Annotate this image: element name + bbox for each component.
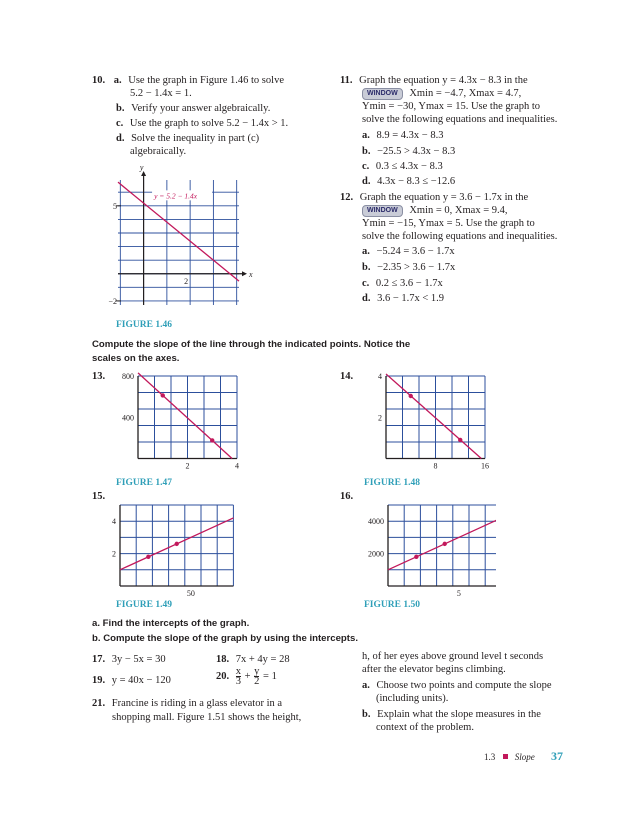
- part-label: d.: [362, 176, 371, 187]
- problem-18: [216, 653, 290, 666]
- y-tick-label: 4: [112, 517, 116, 527]
- part-d: [116, 132, 259, 145]
- part-label: c.: [362, 161, 370, 172]
- part-label: a.: [362, 130, 370, 141]
- figure-1-47-chart: [108, 372, 248, 478]
- problem-number: 17.: [92, 654, 106, 665]
- problem-text: after the elevator begins climbing.: [362, 664, 506, 675]
- problem-text: 8.9 = 4.3x − 8.3: [376, 130, 444, 141]
- problem-12: [340, 191, 528, 204]
- operator: +: [244, 671, 251, 682]
- figure-1-50-chart: [356, 496, 496, 602]
- problem-text: −5.24 = 3.6 − 1.7x: [376, 246, 455, 257]
- problem-text: Graph the equation y = 3.6 − 1.7x in the: [359, 192, 529, 203]
- part-label: c.: [116, 118, 124, 129]
- part-label: d.: [362, 293, 371, 304]
- part-label: b.: [362, 262, 371, 273]
- problem-text: context of the problem.: [376, 722, 474, 733]
- problem-text: Francine is riding in a glass elevator in a: [111, 698, 283, 709]
- y-tick-label: 5: [113, 201, 117, 211]
- problem-text: Explain what the slope measures in the: [377, 709, 541, 720]
- part-c: [362, 160, 443, 173]
- part-a: [362, 129, 443, 142]
- part-label: c.: [362, 278, 370, 289]
- data-point: [146, 555, 150, 559]
- part-c: [362, 277, 443, 290]
- page-footer: [484, 750, 563, 764]
- problem-text: Verify your answer algebraically.: [131, 103, 271, 114]
- problem-text: Solve the inequality in part (c): [131, 133, 260, 144]
- figure-1-46-chart: [106, 165, 256, 315]
- x-tick-label: 50: [186, 589, 195, 598]
- problem-21: [92, 697, 282, 710]
- data-point: [409, 394, 413, 398]
- problem-text: 3.6 − 1.7x < 1.9: [377, 293, 445, 304]
- window-key: WINDOW: [362, 88, 403, 100]
- y-tick-label: 4000: [368, 517, 384, 527]
- problem-text: Choose two points and compute the slope: [376, 680, 552, 691]
- problem-text: Use the graph to solve 5.2 − 1.4x > 1.: [129, 118, 289, 129]
- y-tick-label: 2000: [368, 549, 384, 559]
- y-tick-label: 800: [122, 372, 134, 381]
- part-b: [362, 145, 455, 158]
- section-instruction: b. Compute the slope of the graph by using the intercepts.: [92, 633, 358, 644]
- problem-10: [92, 74, 284, 87]
- x-tick-label: 5: [456, 589, 461, 598]
- data-point: [458, 438, 462, 442]
- section-instruction: scales on the axes.: [92, 353, 180, 364]
- y-axis-label: y: [139, 165, 144, 172]
- data-line: [386, 374, 481, 459]
- y-tick-label: 2: [112, 549, 116, 559]
- figure-caption: FIGURE 1.50: [364, 600, 420, 610]
- part-b: [116, 102, 270, 115]
- data-point: [443, 542, 447, 546]
- problem-number: 20.: [216, 671, 230, 682]
- problem-text: −2.35 > 3.6 − 1.7x: [377, 262, 456, 273]
- section-instruction: Compute the slope of the line through the indicated points. Notice the: [92, 339, 411, 350]
- problem-text: 3y − 5x = 30: [111, 654, 166, 665]
- part-d: [362, 292, 444, 305]
- problem-text: y = 40x − 120: [111, 675, 171, 686]
- problem-11: [340, 74, 528, 87]
- problem-text: 0.3 ≤ 4.3x − 8.3: [375, 161, 443, 172]
- data-point: [175, 542, 179, 546]
- denominator: 3: [235, 676, 241, 687]
- x-axis-label: x: [249, 269, 253, 279]
- fraction: [236, 667, 241, 686]
- problem-text: 4.3x − 8.3 ≤ −12.6: [377, 176, 456, 187]
- problem-text: Ymin = −15, Ymax = 5. Use the graph to: [362, 218, 535, 229]
- y-tick-label: −2: [108, 296, 117, 306]
- problem-17: [92, 653, 166, 666]
- figure-caption: FIGURE 1.48: [364, 478, 420, 488]
- part-b: [362, 261, 455, 274]
- problem-20: [216, 667, 277, 686]
- part-label: b.: [362, 709, 371, 720]
- part-label: d.: [116, 133, 125, 144]
- problem-text: (including units).: [376, 693, 449, 704]
- problem-number: 14.: [340, 371, 354, 382]
- numerator: x: [235, 666, 241, 677]
- figure-caption: FIGURE 1.46: [116, 320, 172, 330]
- problem-number: 10.: [92, 75, 106, 86]
- x-tick-label: 8: [433, 461, 438, 471]
- part-label: b.: [116, 103, 125, 114]
- part-label: a.: [362, 246, 370, 257]
- problem-text: = 1: [263, 671, 277, 682]
- part-label: b.: [362, 146, 371, 157]
- x-tick-label: 16: [481, 461, 489, 471]
- problem-number: 19.: [92, 675, 106, 686]
- problem-text: h, of her eyes above ground level t seconds: [362, 651, 544, 662]
- problem-number: 12.: [340, 192, 354, 203]
- x-tick-label: 2: [185, 461, 190, 471]
- problem-text: Graph the equation y = 4.3x − 8.3 in the: [359, 75, 528, 86]
- fraction: [254, 667, 259, 686]
- y-tick-label: 4: [378, 372, 382, 381]
- y-tick-label: 2: [378, 413, 382, 423]
- numerator: y: [254, 666, 260, 677]
- part-label: a.: [362, 680, 370, 691]
- problem-text: 0.2 ≤ 3.6 − 1.7x: [375, 278, 443, 289]
- data-point: [161, 393, 165, 397]
- data-line: [138, 373, 232, 459]
- y-tick-label: 400: [122, 413, 134, 423]
- part-label: a.: [113, 75, 122, 86]
- problem-text-line: [362, 204, 508, 217]
- problem-number: 13.: [92, 371, 106, 382]
- x-tick-label: 4: [235, 461, 239, 471]
- figure-caption: FIGURE 1.47: [116, 478, 172, 488]
- figure-1-48-chart: [356, 372, 496, 478]
- part-a: [362, 245, 455, 258]
- section-title: Slope: [514, 752, 535, 762]
- section-instruction: a. Find the intercepts of the graph.: [92, 618, 250, 629]
- page-number: 37: [551, 749, 563, 763]
- problem-text: 7x + 4y = 28: [235, 654, 290, 665]
- x-axis-arrow-icon: [242, 271, 247, 276]
- section-number: 1.3: [484, 752, 496, 762]
- data-point: [414, 555, 418, 559]
- problem-text: Ymin = −30, Ymax = 15. Use the graph to: [362, 101, 541, 112]
- problem-text: Xmin = 0, Xmax = 9.4,: [409, 205, 508, 216]
- problem-number: 16.: [340, 491, 354, 502]
- problem-text: Use the graph in Figure 1.46 to solve: [128, 75, 284, 86]
- problem-text-line: [362, 87, 521, 100]
- data-point: [210, 438, 214, 442]
- problem-number: 21.: [92, 698, 106, 709]
- denominator: 2: [254, 676, 260, 687]
- problem-text: solve the following equations and inequalities.: [362, 114, 558, 125]
- problem-text: −25.5 > 4.3x − 8.3: [377, 146, 456, 157]
- figure-caption: FIGURE 1.49: [116, 600, 172, 610]
- part-c: [116, 117, 288, 130]
- problem-text: Xmin = −4.7, Xmax = 4.7,: [409, 88, 522, 99]
- problem-number: 11.: [340, 75, 353, 86]
- part-d: [362, 175, 455, 188]
- line-equation-label: y = 5.2 − 1.4x: [154, 191, 198, 201]
- problem-text: shopping mall. Figure 1.51 shows the height,: [112, 712, 302, 723]
- problem-19: [92, 674, 171, 687]
- part-b: [362, 708, 541, 721]
- part-a: [362, 679, 551, 692]
- problem-text: algebraically.: [130, 146, 187, 157]
- problem-number: 15.: [92, 491, 106, 502]
- problem-number: 18.: [216, 654, 230, 665]
- square-bullet-icon: [503, 754, 508, 759]
- problem-text: solve the following equations and inequalities.: [362, 231, 558, 242]
- problem-text: 5.2 − 1.4x = 1.: [130, 88, 192, 99]
- x-tick-label: 2: [184, 276, 189, 286]
- figure-1-49-chart: [108, 496, 248, 602]
- window-key: WINDOW: [362, 205, 403, 217]
